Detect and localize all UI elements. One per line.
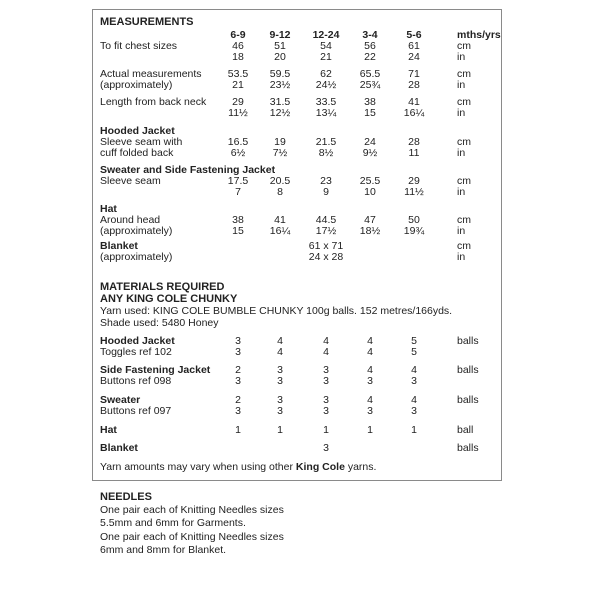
value-cell: 3 (277, 394, 283, 406)
value-cell: 4 (367, 364, 373, 376)
hat-in-row (100, 225, 500, 238)
value-cell: 24½ (315, 79, 337, 91)
section-heading: Hat (100, 203, 117, 215)
value-cell: 4 (411, 364, 417, 376)
material-name: Sweater (100, 394, 141, 406)
value-cell: 46 (232, 40, 244, 52)
unit-cm: cm (457, 68, 471, 80)
section-heading: Hooded Jacket (100, 125, 175, 137)
value-cell: 61 x 71 (308, 240, 344, 252)
value-cell: 38 (364, 96, 376, 108)
value-cell: 15 (232, 225, 244, 237)
value-cell: 4 (323, 346, 329, 358)
unit-cm: cm (457, 40, 471, 52)
note-prefix: Yarn amounts may vary when using other (100, 461, 296, 473)
material-name: Side Fastening Jacket (100, 364, 211, 376)
unit-balls: balls (457, 442, 479, 454)
value-cell: 29 (232, 96, 244, 108)
value-cell: 54 (320, 40, 332, 52)
value-cell: 12½ (269, 107, 291, 119)
value-cell: 3 (235, 346, 241, 358)
unit-in: in (457, 147, 466, 159)
materials-subtitle: ANY KING COLE CHUNKY (100, 293, 238, 305)
value-cell: 6½ (230, 147, 246, 159)
material-row-hat (100, 424, 500, 437)
value-cell: 20 (274, 51, 286, 63)
unit-cm: cm (457, 240, 471, 252)
size-header: 12-24 (312, 29, 340, 41)
value-cell: 8 (277, 186, 283, 198)
unit-in: in (457, 251, 466, 263)
actual-in-row (100, 79, 500, 92)
value-cell: 50 (408, 214, 420, 226)
value-cell: 16¼ (269, 225, 291, 237)
material-sub-row-buttons-097 (100, 405, 500, 418)
needles-section (100, 491, 284, 557)
unit-balls: balls (457, 335, 479, 347)
value-cell: 3 (323, 442, 329, 454)
value-cell: 3 (277, 364, 283, 376)
value-cell: 8½ (318, 147, 334, 159)
material-sub-row-buttons-098 (100, 375, 500, 388)
value-cell: 5 (411, 335, 417, 347)
value-cell: 25.5 (359, 175, 381, 187)
yarn-amount-note (100, 461, 376, 474)
value-cell: 3 (277, 405, 283, 417)
value-cell: 3 (235, 375, 241, 387)
value-cell: 24 x 28 (308, 251, 344, 263)
value-cell: 18 (232, 51, 244, 63)
value-cell: 16¼ (403, 107, 425, 119)
value-cell: 3 (411, 405, 417, 417)
row-label: Around head (100, 214, 161, 226)
row-label: Actual measurements (100, 68, 202, 80)
material-sub-name: Buttons ref 097 (100, 405, 172, 417)
value-cell: 3 (235, 335, 241, 347)
material-name: Hat (100, 424, 117, 436)
unit-cm: cm (457, 136, 471, 148)
value-cell: 4 (411, 394, 417, 406)
value-cell: 24 (408, 51, 420, 63)
unit-in: in (457, 107, 466, 119)
unit-in: in (457, 225, 466, 237)
blanket-in-row (100, 251, 500, 264)
value-cell: 3 (323, 375, 329, 387)
value-cell: 22 (364, 51, 376, 63)
section-heading: Blanket (100, 240, 138, 252)
material-sub-name: Toggles ref 102 (100, 346, 172, 358)
value-cell: 19 (274, 136, 286, 148)
value-cell: 3 (277, 375, 283, 387)
needles-line: One pair each of Knitting Needles sizes (100, 530, 284, 543)
value-cell: 28 (408, 79, 420, 91)
unit-cm: cm (457, 214, 471, 226)
chest-in-row (100, 51, 500, 64)
value-cell: 11½ (228, 107, 248, 119)
value-cell: 20.5 (269, 175, 291, 187)
value-cell: 61 (408, 40, 420, 52)
measurements-title: MEASUREMENTS (100, 16, 194, 28)
value-cell: 17½ (315, 225, 337, 237)
unit-cm: cm (457, 175, 471, 187)
value-cell: 4 (277, 335, 283, 347)
value-cell: 13¼ (315, 107, 337, 119)
value-cell: 3 (235, 405, 241, 417)
value-cell: 4 (367, 346, 373, 358)
row-label: To fit chest sizes (100, 40, 178, 52)
sizes-unit: mths/yrs (457, 29, 501, 41)
unit-in: in (457, 51, 466, 63)
value-cell: 1 (235, 424, 241, 436)
value-cell: 4 (367, 335, 373, 347)
value-cell: 71 (408, 68, 420, 80)
unit-in: in (457, 79, 466, 91)
value-cell: 2 (235, 394, 241, 406)
value-cell: 44.5 (315, 214, 337, 226)
value-cell: 19¾ (403, 225, 425, 237)
row-label: Sleeve seam with (100, 136, 183, 148)
sweater-sleeve-in-row (100, 186, 500, 199)
needles-line: 5.5mm and 6mm for Garments. (100, 517, 246, 530)
section-heading: Sweater and Side Fastening Jacket (100, 164, 276, 176)
value-cell: 16.5 (227, 136, 249, 148)
value-cell: 53.5 (227, 68, 249, 80)
needles-line: One pair each of Knitting Needles sizes (100, 504, 284, 517)
value-cell: 11½ (404, 186, 424, 198)
value-cell: 28 (408, 136, 420, 148)
value-cell: 23½ (269, 79, 291, 91)
row-label: (approximately) (100, 225, 173, 237)
size-header: 5-6 (406, 29, 422, 41)
measurements-title-row (100, 16, 500, 29)
value-cell: 3 (367, 405, 373, 417)
value-cell: 2 (235, 364, 241, 376)
value-cell: 4 (367, 394, 373, 406)
needles-title: NEEDLES (100, 491, 152, 503)
value-cell: 10 (364, 186, 376, 198)
unit-balls: balls (457, 394, 479, 406)
yarn-used-text: Yarn used: KING COLE BUMBLE CHUNKY 100g balls. 152 metres/166yds. (100, 305, 453, 317)
unit-cm: cm (457, 96, 471, 108)
value-cell: 7½ (272, 147, 288, 159)
value-cell: 41 (274, 214, 286, 226)
value-cell: 21 (232, 79, 244, 91)
length-in-row (100, 107, 500, 120)
note-brand: King Cole (295, 461, 345, 473)
note-suffix: yarns. (344, 461, 377, 473)
value-cell: 59.5 (269, 68, 291, 80)
row-label: (approximately) (100, 79, 173, 91)
value-cell: 38 (232, 214, 244, 226)
value-cell: 3 (323, 394, 329, 406)
value-cell: 21 (320, 51, 332, 63)
row-label: cuff folded back (100, 147, 174, 159)
unit-in: in (457, 186, 466, 198)
unit-ball: ball (457, 424, 474, 436)
value-cell: 33.5 (315, 96, 337, 108)
needles-line: 6mm and 8mm for Blanket. (100, 543, 227, 556)
value-cell: 62 (320, 68, 332, 80)
value-cell: 3 (367, 375, 373, 387)
materials-title: MATERIALS REQUIRED (100, 281, 225, 293)
value-cell: 3 (411, 375, 417, 387)
value-cell: 9 (323, 186, 329, 198)
value-cell: 11 (408, 147, 420, 159)
value-cell: 1 (411, 424, 417, 436)
value-cell: 15 (364, 107, 376, 119)
material-sub-name: Buttons ref 098 (100, 375, 172, 387)
value-cell: 23 (320, 175, 332, 187)
value-cell: 4 (323, 335, 329, 347)
value-cell: 56 (364, 40, 376, 52)
value-cell: 47 (364, 214, 376, 226)
material-name: Hooded Jacket (100, 335, 175, 347)
shade-used-row (100, 317, 500, 330)
value-cell: 7 (235, 186, 241, 198)
value-cell: 4 (277, 346, 283, 358)
value-cell: 41 (408, 96, 420, 108)
value-cell: 5 (411, 346, 417, 358)
value-cell: 18½ (359, 225, 381, 237)
size-header: 3-4 (362, 29, 378, 41)
material-name: Blanket (100, 442, 138, 454)
row-label: Sleeve seam (100, 175, 161, 187)
hooded-sleeve-in-row (100, 147, 500, 160)
value-cell: 31.5 (269, 96, 291, 108)
row-label: Length from back neck (100, 96, 207, 108)
value-cell: 25¾ (359, 79, 381, 91)
row-label: (approximately) (100, 251, 173, 263)
size-header: 9-12 (269, 29, 291, 41)
material-row-blanket (100, 442, 500, 455)
value-cell: 1 (277, 424, 283, 436)
value-cell: 9½ (362, 147, 378, 159)
value-cell: 65.5 (359, 68, 381, 80)
shade-used-text: Shade used: 5480 Honey (100, 317, 219, 329)
value-cell: 3 (323, 405, 329, 417)
value-cell: 17.5 (227, 175, 249, 187)
unit-balls: balls (457, 364, 479, 376)
value-cell: 51 (274, 40, 286, 52)
value-cell: 1 (367, 424, 373, 436)
value-cell: 1 (323, 424, 329, 436)
value-cell: 3 (323, 364, 329, 376)
value-cell: 29 (408, 175, 420, 187)
size-header: 6-9 (230, 29, 246, 41)
material-sub-row-toggles (100, 346, 500, 359)
value-cell: 21.5 (315, 136, 337, 148)
value-cell: 24 (364, 136, 376, 148)
